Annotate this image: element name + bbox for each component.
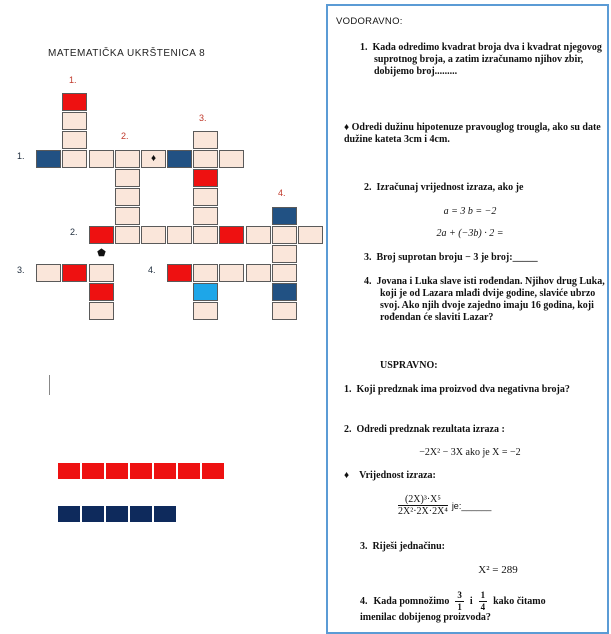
- grid-cell[interactable]: [272, 283, 297, 301]
- grid-cell[interactable]: [115, 226, 140, 244]
- grid-cell[interactable]: [115, 150, 140, 168]
- clue-down-3: [334, 541, 611, 553]
- grid-cell[interactable]: [246, 264, 271, 282]
- clue-text: Broj suprotan broju − 3 je broj:_____: [376, 252, 538, 263]
- grid-cell[interactable]: [219, 264, 244, 282]
- grid-cell[interactable]: [115, 169, 140, 187]
- clue-down-1: [334, 384, 606, 396]
- clue-number: 4.: [360, 595, 368, 607]
- text-cursor: [49, 375, 50, 395]
- grid-cell[interactable]: [193, 302, 218, 320]
- clue-number: 3.: [360, 541, 368, 552]
- grid-cell-marker[interactable]: ♦: [141, 150, 166, 168]
- clue-across-1: [334, 42, 606, 78]
- grid-cell[interactable]: [167, 264, 192, 282]
- grid-cell[interactable]: [89, 264, 114, 282]
- label-across-4: 4.: [148, 265, 156, 275]
- clue-text: Kada odredimo kvadrat broja dva i kvadrat njegovog suprotnog broja, a zatim izračunamo njihov zbir, dobijemo broj.........: [372, 42, 602, 77]
- fraction-denominator: 4: [480, 602, 486, 612]
- grid-cell[interactable]: [219, 226, 244, 244]
- grid-cell[interactable]: [62, 93, 87, 111]
- grid-cell[interactable]: [272, 226, 297, 244]
- clue-text: Odredi dužinu hipotenuze pravouglog trougla, ako su date dužine kateta 3cm i 4cm.: [344, 122, 601, 145]
- grid-cell[interactable]: [298, 226, 323, 244]
- clue-text: Koji predznak ima proizvod dva negativna broja?: [356, 384, 570, 395]
- grid-cell-marker: ⬟: [89, 245, 114, 263]
- fraction-denominator: 2X²·2X·2X⁴: [398, 506, 448, 517]
- grid-cell[interactable]: [193, 188, 218, 206]
- clue-down-4: [334, 590, 611, 613]
- clue-number: 1.: [360, 42, 368, 53]
- grid-cell[interactable]: [89, 226, 114, 244]
- fraction-numerator: 3: [457, 590, 462, 600]
- clue-number: 4.: [364, 276, 372, 287]
- grid-cell[interactable]: [272, 245, 297, 263]
- clue-text: Riješi jednačinu:: [372, 541, 445, 552]
- fraction-numerator: (2X)³·X⁵: [398, 494, 448, 506]
- grid-cell[interactable]: [115, 207, 140, 225]
- fraction-numerator: 1: [480, 590, 486, 600]
- grid-cell[interactable]: [272, 207, 297, 225]
- grid-cell[interactable]: [89, 302, 114, 320]
- label-across-3: 3.: [17, 265, 25, 275]
- label-down-3: 3.: [199, 113, 207, 123]
- fraction-three: [455, 590, 464, 613]
- grid-cell[interactable]: [193, 150, 218, 168]
- grid-cell[interactable]: [89, 283, 114, 301]
- clue-2-expression: 2a + (−3b) · 2 =: [436, 228, 504, 239]
- crossword-title: MATEMATIČKA UKRŠTENICA 8: [48, 48, 206, 59]
- clue-across-dot: [334, 122, 606, 146]
- grid-cell[interactable]: [193, 207, 218, 225]
- clue-down-2-expression: −2X² − 3X ako je X = −2: [419, 447, 521, 458]
- grid-cell[interactable]: [272, 302, 297, 320]
- grid-cell[interactable]: [62, 112, 87, 130]
- clue-number: 2.: [344, 424, 352, 435]
- fraction-tail: je:______: [451, 500, 492, 511]
- label-down-1: 1.: [69, 75, 77, 85]
- clue-across-2: [334, 182, 611, 194]
- clue-number: ♦: [344, 122, 350, 133]
- grid-cell[interactable]: [167, 150, 192, 168]
- clue-down-dot: [334, 470, 611, 482]
- clue-text: Jovana i Luka slave isti rođendan. Njihov drug Luka, koji je od Lazara mlađi dvije godine, slaviće ubrzo svoj. Ako njih dvoje zajedno imaju 16 godina, koji rođendan će slaviti Lazar?: [376, 276, 605, 323]
- label-down-4: 4.: [278, 188, 286, 198]
- grid-cell[interactable]: [89, 150, 114, 168]
- clue-text: kako čitamo: [493, 595, 546, 607]
- red-bar: [57, 462, 225, 480]
- grid-cell[interactable]: [167, 226, 192, 244]
- clue-down-4-cont: imenilac dobijenog proizvoda?: [360, 612, 491, 623]
- clue-down-2: [334, 424, 611, 436]
- clue-down-3-expression: X² = 289: [478, 564, 518, 576]
- clue-text: i: [469, 595, 473, 607]
- clue-text: Kada pomnožimo: [373, 595, 450, 607]
- grid-cell[interactable]: [62, 264, 87, 282]
- clue-number: 1.: [344, 384, 352, 395]
- down-header: USPRAVNO:: [380, 360, 438, 371]
- clues-panel: [326, 4, 609, 634]
- clue-across-3: [334, 252, 611, 264]
- grid-cell[interactable]: [62, 131, 87, 149]
- label-down-2: 2.: [121, 131, 129, 141]
- label-across-1: 1.: [17, 151, 25, 161]
- clue-number: 2.: [364, 182, 372, 193]
- fraction-denominator: 1: [457, 602, 462, 612]
- label-across-2: 2.: [70, 227, 78, 237]
- clue-across-4: [334, 276, 606, 324]
- fraction: [398, 494, 448, 517]
- fraction-expression: [398, 494, 491, 517]
- clue-text: Odredi predznak rezultata izraza :: [356, 424, 505, 435]
- grid-cell[interactable]: [219, 150, 244, 168]
- grid-cell[interactable]: [141, 226, 166, 244]
- grid-cell[interactable]: [193, 283, 218, 301]
- navy-bar: [57, 505, 177, 523]
- grid-cell[interactable]: [115, 188, 140, 206]
- grid-cell[interactable]: [62, 150, 87, 168]
- clue-number: 3.: [364, 252, 372, 263]
- grid-cell[interactable]: [193, 169, 218, 187]
- grid-cell[interactable]: [193, 131, 218, 149]
- grid-cell[interactable]: [246, 226, 271, 244]
- grid-cell[interactable]: [36, 150, 61, 168]
- clue-number: ♦: [344, 470, 350, 481]
- clue-text: Vrijednost izraza:: [359, 470, 436, 481]
- grid-cell[interactable]: [272, 264, 297, 282]
- grid-cell[interactable]: [36, 264, 61, 282]
- fraction-quarter: [479, 590, 488, 613]
- grid-cell[interactable]: [193, 264, 218, 282]
- clue-2-values: a = 3 b = −2: [443, 206, 497, 217]
- clue-text: Izračunaj vrijednost izraza, ako je: [376, 182, 524, 193]
- grid-cell[interactable]: [193, 226, 218, 244]
- across-header: VODORAVNO:: [336, 16, 403, 27]
